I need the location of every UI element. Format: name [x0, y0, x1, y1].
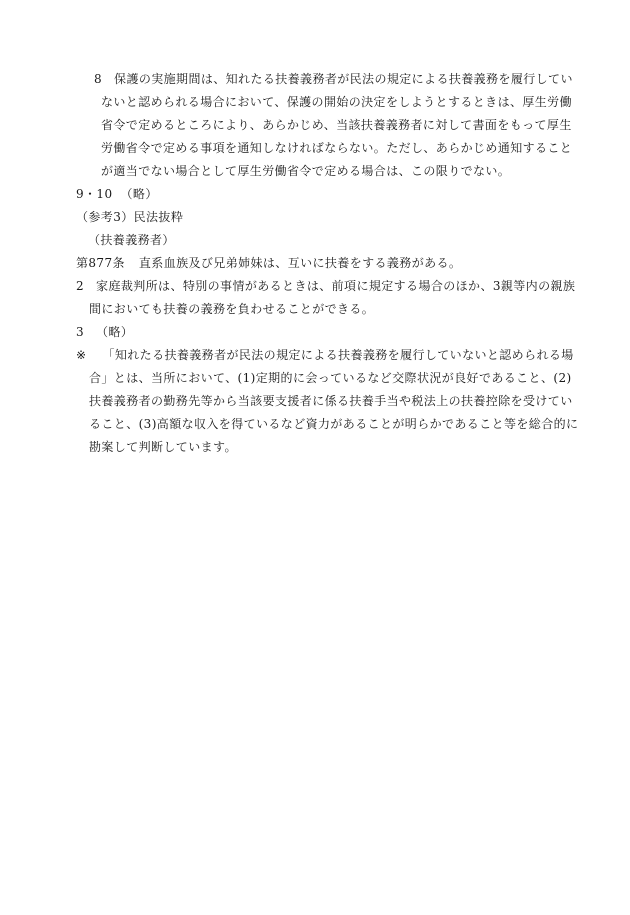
- paragraph-8-text: 保護の実施期間は、知れたる扶養義務者が民法の規定による扶養義務を履行してい: [114, 72, 573, 86]
- paragraph-8-number: 8: [94, 72, 103, 86]
- clause-3-number: 3: [76, 325, 85, 339]
- paragraph-9-10-number: 9・10: [76, 187, 113, 201]
- paragraph-8-line-3: 省令で定めるところにより、あらかじめ、当該扶養義務者に対して書面をもって厚生: [101, 118, 572, 132]
- note-mark: ※: [76, 348, 87, 362]
- note-line-1: [76, 344, 574, 367]
- paragraph-9-10-text: （略）: [120, 187, 158, 201]
- article-877-text: 直系血族及び兄弟姉妹は、互いに扶養をする義務がある。: [138, 256, 462, 270]
- clause-2-text: 家庭裁判所は、特別の事情があるときは、前項に規定する場合のほか、3親等内の親族: [96, 279, 576, 293]
- note-line-2: 合」とは、当所において、(1)定期的に会っているなど交際状況が良好であること、(2): [89, 371, 572, 385]
- reference-heading: （参考3）民法抜粋: [76, 210, 184, 224]
- paragraph-9-10: [76, 183, 566, 206]
- clause-2-line-2: 間においても扶養の義務を負わせることができる。: [89, 302, 375, 316]
- clause-2-number: 2: [76, 279, 85, 293]
- note-line-4: ること、(3)高額な収入を得ているなど資力があることが明らかであること等を総合的に: [89, 417, 579, 431]
- note-line-3: 扶養義務者の勤務先等から当該要支援者に係る扶養手当や税法上の扶養控除を受けてい: [89, 394, 573, 408]
- paragraph-8-line-5: が適当でない場合として厚生労働省令で定める場合は、この限りでない。: [101, 164, 511, 178]
- clause-2-line-1: [76, 275, 576, 298]
- clause-3-text: （略）: [96, 325, 134, 339]
- note-text: 「知れたる扶養義務者が民法の規定による扶養義務を履行していないと認められる場: [102, 348, 574, 362]
- note-line-5: 勘案して判断しています。: [89, 440, 237, 454]
- article-877-number: 第877条: [76, 256, 125, 270]
- paragraph-8-line-1: [76, 68, 573, 91]
- document-page: [76, 68, 579, 459]
- paragraph-8-line-4: 労働省令で定める事項を通知しなければならない。ただし、あらかじめ通知すること: [101, 141, 573, 155]
- paragraph-8-line-2: ないと認められる場合において、保護の開始の決定をしようとするときは、厚生労働: [101, 95, 572, 109]
- article-title: （扶養義務者）: [88, 233, 175, 247]
- clause-3: [76, 321, 566, 344]
- article-877: [76, 252, 566, 275]
